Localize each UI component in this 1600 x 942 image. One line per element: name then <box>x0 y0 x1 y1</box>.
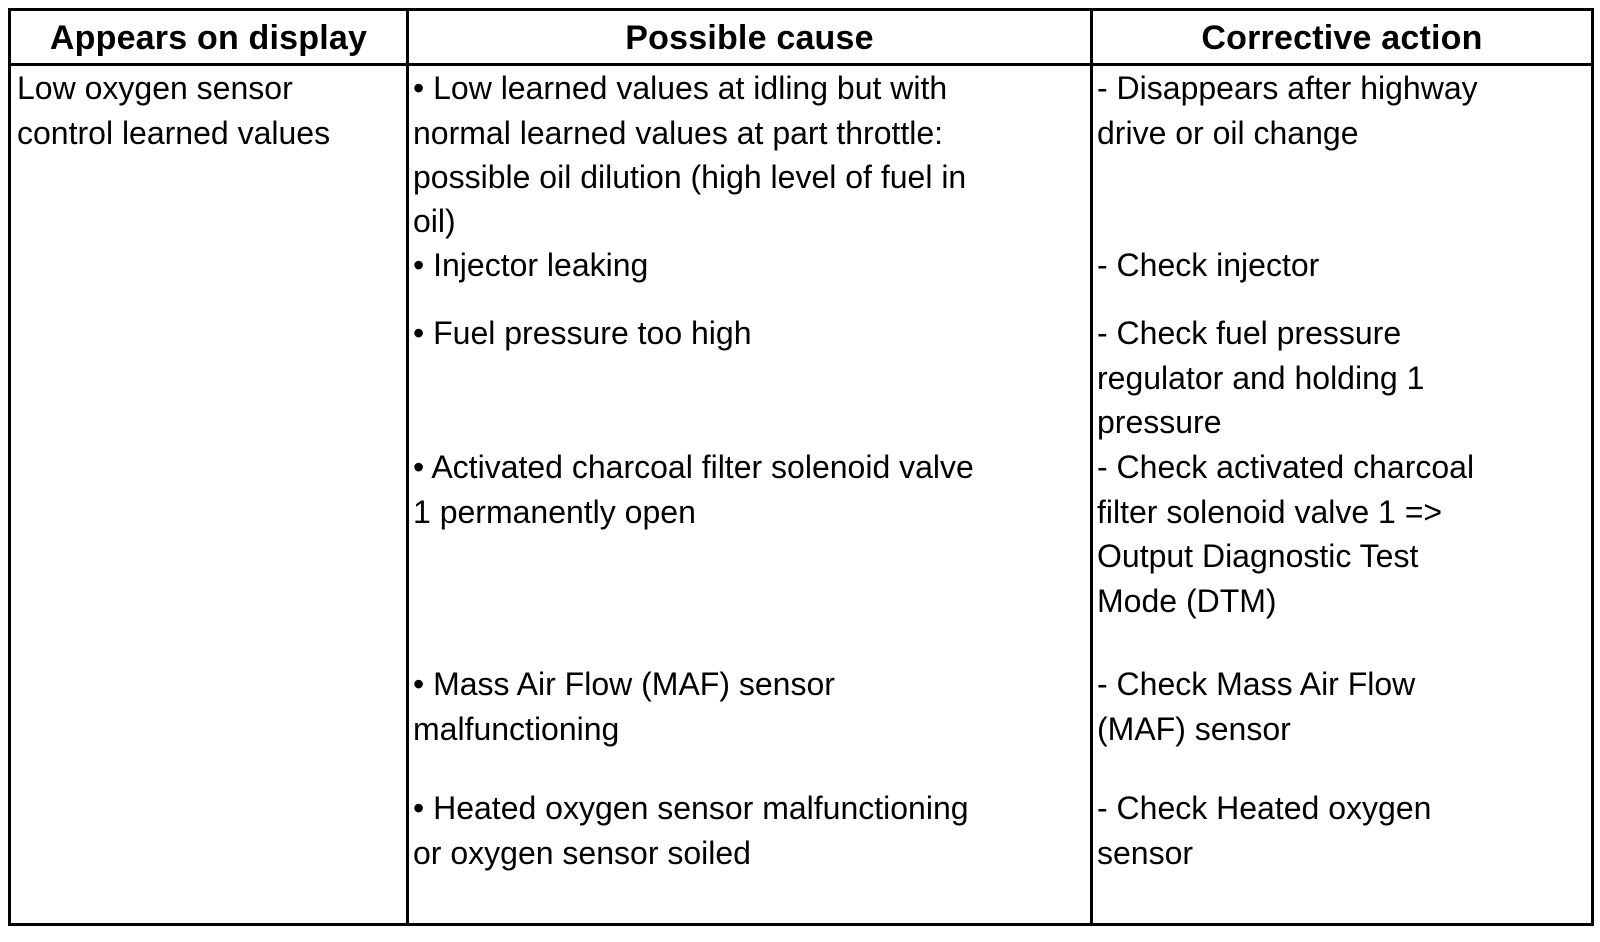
action-4-line-3: Output Diagnostic Test <box>1097 538 1419 574</box>
action-2-line-1: - Check injector <box>1097 247 1320 283</box>
column-divider-2 <box>1090 11 1093 923</box>
action-4-line-1: - Check activated charcoal <box>1097 449 1475 485</box>
action-1-line-1: - Disappears after highway <box>1097 70 1478 106</box>
action-5-line-1: - Check Mass Air Flow <box>1097 666 1416 702</box>
display-text-line-2: control learned values <box>17 115 331 151</box>
cause-1-line-4: oil) <box>413 203 456 239</box>
cause-3-line-1: • Fuel pressure too high <box>413 315 752 351</box>
cause-4-line-1: • Activated charcoal filter solenoid valve <box>413 449 974 485</box>
action-4-line-2: filter solenoid valve 1 => <box>1097 494 1443 530</box>
header-possible-cause: Possible cause <box>625 18 874 57</box>
cause-6-line-1: • Heated oxygen sensor malfunctioning <box>413 790 969 826</box>
action-4-line-4: Mode (DTM) <box>1097 583 1277 619</box>
display-text-line-1: Low oxygen sensor <box>17 70 293 106</box>
cause-5-line-2: malfunctioning <box>413 711 620 747</box>
action-3-line-1: - Check fuel pressure <box>1097 315 1402 351</box>
cause-1-line-2: normal learned values at part throttle: <box>413 115 944 151</box>
troubleshooting-table <box>8 8 1594 926</box>
cause-2-line-1: • Injector leaking <box>413 247 649 283</box>
cause-1-line-1: • Low learned values at idling but with <box>413 70 948 106</box>
action-6-line-2: sensor <box>1097 835 1194 871</box>
action-3-line-2: regulator and holding 1 <box>1097 360 1425 396</box>
cause-5-line-1: • Mass Air Flow (MAF) sensor <box>413 666 835 702</box>
cause-6-line-2: or oxygen sensor soiled <box>413 835 751 871</box>
column-divider-1 <box>406 11 409 923</box>
action-3-line-3: pressure <box>1097 404 1222 440</box>
header-corrective-action: Corrective action <box>1201 18 1483 57</box>
cause-1-line-3: possible oil dilution (high level of fuel in <box>413 159 967 195</box>
action-5-line-2: (MAF) sensor <box>1097 711 1291 747</box>
header-appears-on-display: Appears on display <box>49 18 368 57</box>
action-6-line-1: - Check Heated oxygen <box>1097 790 1432 826</box>
action-1-line-2: drive or oil change <box>1097 115 1359 151</box>
cause-4-line-2: 1 permanently open <box>413 494 696 530</box>
